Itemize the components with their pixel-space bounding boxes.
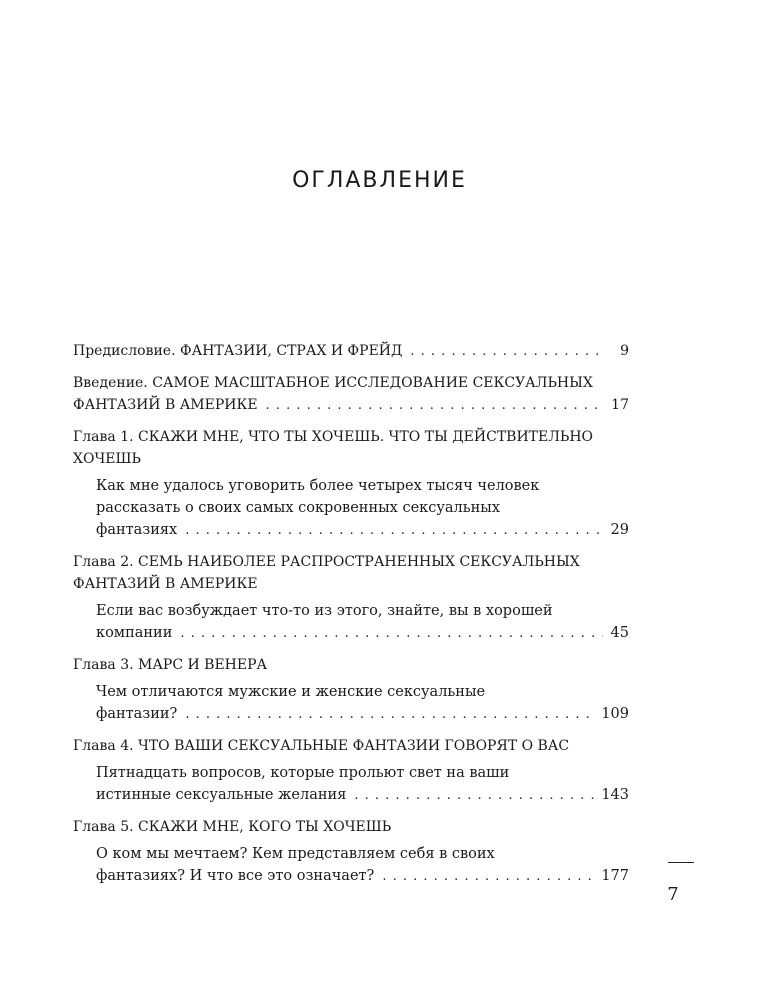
subtitle-text: Чем отличаются мужские и женские сексуальные [96, 684, 486, 700]
toc-entry-chapter-1[interactable] [73, 426, 629, 470]
toc-entry-chapter-5[interactable] [73, 816, 629, 838]
subtitle-text: истинные сексуальные желания [96, 787, 347, 803]
chapter-title: Глава 2. СЕМЬ НАИБОЛЕЕ РАСПРОСТРАНЕННЫХ СЕКСУАЛЬНЫХ [73, 554, 580, 570]
toc-entry-line [96, 519, 629, 542]
page-number: 143 [601, 787, 629, 803]
page-title: ОГЛАВЛЕНИЕ [292, 168, 467, 193]
chapter-1-subtitle[interactable] [73, 475, 629, 542]
subtitle-text: рассказать о своих самых сокровенных сексуальных [96, 500, 501, 516]
toc-entry-preface[interactable] [73, 340, 629, 363]
page-number: 177 [601, 868, 629, 884]
dot-leader [185, 520, 603, 542]
chapter-title: ФАНТАЗИЙ В АМЕРИКЕ [73, 576, 258, 592]
chapter-5-subtitle[interactable] [73, 843, 629, 888]
page-number: 45 [610, 625, 629, 641]
toc-entry-line [96, 784, 629, 807]
chapter-title: ХОЧЕШЬ [73, 451, 141, 467]
page-number: 17 [611, 397, 629, 413]
subtitle-text: Как мне удалось уговорить более четырех тысяч человек [96, 478, 540, 494]
folio-page-number: 7 [667, 884, 679, 905]
dot-leader [266, 395, 603, 417]
toc-entry-text: ФАНТАЗИЙ В АМЕРИКЕ [73, 397, 258, 413]
page-number: 29 [610, 522, 629, 538]
chapter-2-subtitle[interactable] [73, 600, 629, 645]
subtitle-text: Пятнадцать вопросов, которые прольют свет на ваши [96, 765, 510, 781]
toc-entry-text: Введение. САМОЕ МАСШТАБНОЕ ИССЛЕДОВАНИЕ СЕКСУАЛЬНЫХ [73, 375, 593, 391]
toc-entry-text: Предисловие. ФАНТАЗИИ, СТРАХ И ФРЕЙД [73, 343, 403, 359]
dot-leader [180, 623, 603, 645]
toc-entry-line [96, 865, 629, 888]
chapter-title: Глава 3. МАРС И ВЕНЕРА [73, 657, 268, 673]
toc-entry-chapter-3[interactable] [73, 654, 629, 676]
dot-leader [185, 704, 595, 726]
toc-list [73, 340, 629, 888]
toc-entry-line [96, 622, 629, 645]
chapter-title: Глава 5. СКАЖИ МНЕ, КОГО ТЫ ХОЧЕШЬ [73, 819, 392, 835]
page-number: 109 [601, 706, 629, 722]
subtitle-text: компании [96, 625, 173, 641]
dot-leader [382, 866, 595, 888]
subtitle-text: Если вас возбуждает что-то из этого, знайте, вы в хорошей [96, 603, 553, 619]
subtitle-text: фантазии? [96, 706, 178, 722]
chapter-title: Глава 4. ЧТО ВАШИ СЕКСУАЛЬНЫЕ ФАНТАЗИИ ГОВОРЯТ О ВАС [73, 738, 570, 754]
chapter-title: Глава 1. СКАЖИ МНЕ, ЧТО ТЫ ХОЧЕШЬ. ЧТО ТЫ ДЕЙСТВИТЕЛЬНО [73, 429, 594, 445]
toc-entry-chapter-2[interactable] [73, 551, 629, 595]
subtitle-text: О ком мы мечтаем? Кем представляем себя в своих [96, 846, 495, 862]
subtitle-text: фантазиях [96, 522, 178, 538]
page-number: 9 [620, 343, 629, 359]
chapter-3-subtitle[interactable] [73, 681, 629, 726]
dot-leader [354, 785, 595, 807]
chapter-4-subtitle[interactable] [73, 762, 629, 807]
folio-rule [668, 862, 694, 863]
toc-entry-introduction[interactable] [73, 372, 629, 417]
toc-entry-chapter-4[interactable] [73, 735, 629, 757]
dot-leader [410, 341, 603, 363]
subtitle-text: фантазиях? И что все это означает? [96, 868, 375, 884]
toc-entry-line [73, 340, 629, 363]
toc-entry-line [96, 703, 629, 726]
toc-entry-line [73, 394, 629, 417]
